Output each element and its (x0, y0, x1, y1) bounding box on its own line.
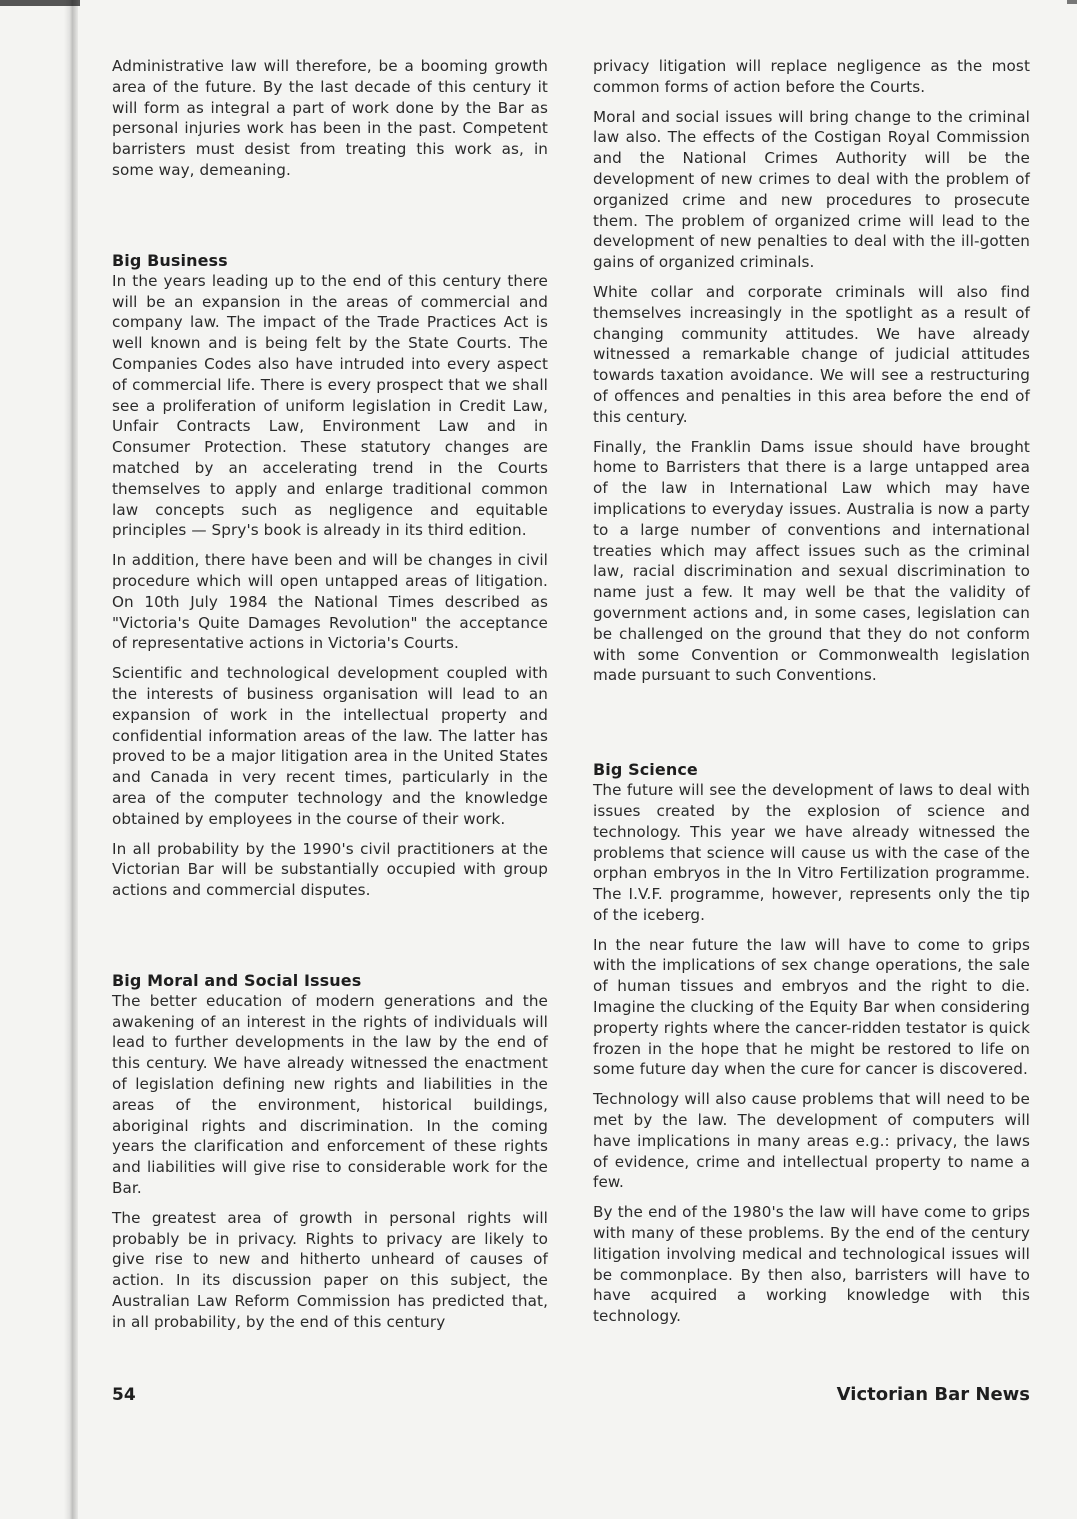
big-science-heading: Big Science (593, 760, 698, 780)
publication-title: Victorian Bar News (836, 1384, 1030, 1405)
big-moral-heading: Big Moral and Social Issues (112, 970, 362, 990)
right-column (593, 56, 1030, 1336)
paragraph: Technology will also cause problems that will need to be met by the law. The development of computers will have implications in many areas e.g.: privacy, the laws of evidence, crime and intellectual property to name a few. (593, 1090, 1030, 1192)
scan-artifact-right (1067, 0, 1077, 4)
paragraph: In all probability by the 1990's civil practitioners at the Victorian Bar will be substantially occupied with group actions and commercial disputes. (112, 839, 548, 900)
paragraph: The future will see the development of laws to deal with issues created by the explosion of science and technology. This year we have already witnessed the problems that science will cause us with the case of the orphan embryos in the In Vitro Fertilization programme. The I.V.F. programme, however, represents only the tip of the iceberg. (593, 781, 1030, 924)
paragraph: Finally, the Franklin Dams issue should have brought home to Barristers that there is a large untapped area of the law in International Law which may have implications to everyday issues. Australia is now a party to a large number of conventions and international treaties which may affect issues such as the criminal law, racial discrimination and sexual discrimination to name just a few. It may well be that the validity of government actions and, in some cases, legislation can be challenged on the ground that they do not conform with some Convention or Commonwealth legislation made pursuant to such Conventions. (593, 437, 1030, 685)
big-business-heading: Big Business (112, 250, 228, 270)
paragraph: In the near future the law will have to come to grips with the implications of sex change operations, the sale of human tissues and embryos and the right to die. Imagine the clucking of the Equity Bar when considering property rights where the cancer-ridden testator is quick frozen in the hope that he might be restored to life on some future day when the cure for cancer is discovered. (593, 935, 1030, 1079)
continued-paragraph: privacy litigation will replace negligence as the most common forms of action before the Courts. (593, 57, 1030, 96)
paragraph: The better education of modern generations and the awakening of an interest in the rights of individuals will lead to further developments in the law by the end of this century. We have already witnessed the enactment of legislation defining new rights and liabilities in the areas of the environment, historical buildings, aboriginal rights and discrimination. In the coming years the clarification and enforcement of these rights and liabilities will give rise to considerable work for the Bar. (112, 991, 548, 1198)
paragraph: White collar and corporate criminals will also find themselves increasingly in the spotlight as a result of changing community attitudes. We have already witnessed a remarkable change of judicial attitudes towards taxation avoidance. We will see a restructuring of offences and penalties in this area before the end of this century. (593, 282, 1030, 426)
paragraph: In the years leading up to the end of this century there will be an expansion in the areas of commercial and company law. The impact of the Trade Practices Act is well known and is being felt by the State Courts. The Companies Codes also have intruded into every aspect of commercial life. There is every prospect that we shall see a proliferation of uniform legislation in Credit Law, Unfair Contracts Law, Environment Law and in Consumer Protection. These statutory changes are matched by an accelerating trend in the Courts themselves to apply and enlarge traditional common law concepts such as negligence and equitable principles — Spry's book is already in its third edition. (112, 271, 548, 540)
paragraph: In addition, there have been and will be changes in civil procedure which will open untapped areas of litigation. On 10th July 1984 the National Times described as "Victoria's Quite Damages Revolution" the acceptance of representative actions in Victoria's Courts. (112, 551, 548, 653)
paragraph: Moral and social issues will bring change to the criminal law also. The effects of the Costigan Royal Commission and the National Crimes Authority will be the development of new crimes to deal with the problem of organized crime and new procedures to prosecute them. The problem of organized crime will lead to the development of new penalties to deal with the ill-gotten gains of organized criminals. (593, 107, 1030, 272)
left-column (112, 56, 548, 1342)
paragraph: The greatest area of growth in personal rights will probably be in privacy. Rights to privacy are likely to give rise to new and hitherto unheard of causes of action. In its discussion paper on this subject, the Australian Law Reform Commission has predicted that, in all probability, by the end of this century (112, 1208, 548, 1331)
page-binding-shadow (64, 0, 78, 1519)
page-number: 54 (112, 1385, 136, 1405)
paragraph: By the end of the 1980's the law will have come to grips with many of these problems. By the end of the century litigation involving medical and technological issues will be commonplace. By then also, barristers will have to have acquired a working knowledge with this technology. (593, 1203, 1030, 1326)
paragraph: Scientific and technological development coupled with the interests of business organisation will lead to an expansion of work in the intellectual property and confidential information areas of the law. The latter has proved to be a major litigation area in the United States and Canada in very recent times, particularly in the area of the computer technology and the knowledge obtained by employees in the course of their work. (112, 664, 548, 828)
intro-paragraph: Administrative law will therefore, be a booming growth area of the future. By the last decade of this century it will form as integral a part of work done by the Bar as personal injuries work has been in the past. Competent barristers must desist from treating this work as, in some way, demeaning. (112, 57, 548, 179)
